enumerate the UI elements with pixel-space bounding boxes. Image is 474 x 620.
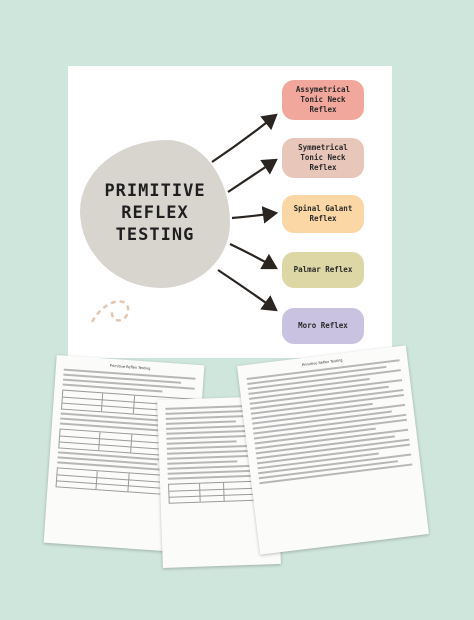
reflex-palmar bbox=[282, 252, 364, 288]
reflex-symmetrical-tonic-neck bbox=[282, 138, 364, 178]
reflex-label-line: Tonic Neck bbox=[300, 95, 346, 104]
worksheet-preview-right bbox=[237, 345, 429, 554]
reflex-label-line: Reflex bbox=[309, 214, 337, 223]
reflex-label-line: Reflex bbox=[309, 163, 337, 172]
worksheet-title: Primitive Reflex Testing bbox=[109, 363, 151, 371]
title-line-2: REFLEX bbox=[121, 203, 189, 223]
reflex-spinal-galant bbox=[282, 195, 364, 233]
reflex-asymmetrical-tonic-neck bbox=[282, 80, 364, 120]
arrow-to-symmetrical bbox=[228, 160, 276, 192]
reflex-label-line: Tonic Neck bbox=[300, 153, 346, 162]
reflex-label-line: Spinal Galant bbox=[293, 204, 353, 213]
arrow-to-palmar bbox=[230, 244, 276, 268]
arrow-to-asymmetrical bbox=[212, 115, 276, 162]
title-line-1: PRIMITIVE bbox=[104, 181, 206, 201]
dashed-trail bbox=[92, 301, 128, 322]
reflex-label-line: Palmar Reflex bbox=[293, 265, 353, 274]
reflex-label-line: Assymetrical bbox=[295, 85, 351, 94]
reflex-label-line: Symmetrical bbox=[298, 143, 348, 152]
worksheet-title: Primitive Reflex Testing bbox=[301, 358, 343, 368]
arrow-to-moro bbox=[218, 270, 276, 310]
reflex-label-line: Reflex bbox=[309, 105, 337, 114]
arrow-to-spinal-galant bbox=[232, 213, 276, 218]
title-line-3: TESTING bbox=[115, 225, 195, 245]
reflex-label-line: Moro Reflex bbox=[298, 321, 348, 330]
main-title bbox=[80, 180, 230, 246]
reflex-moro bbox=[282, 308, 364, 344]
